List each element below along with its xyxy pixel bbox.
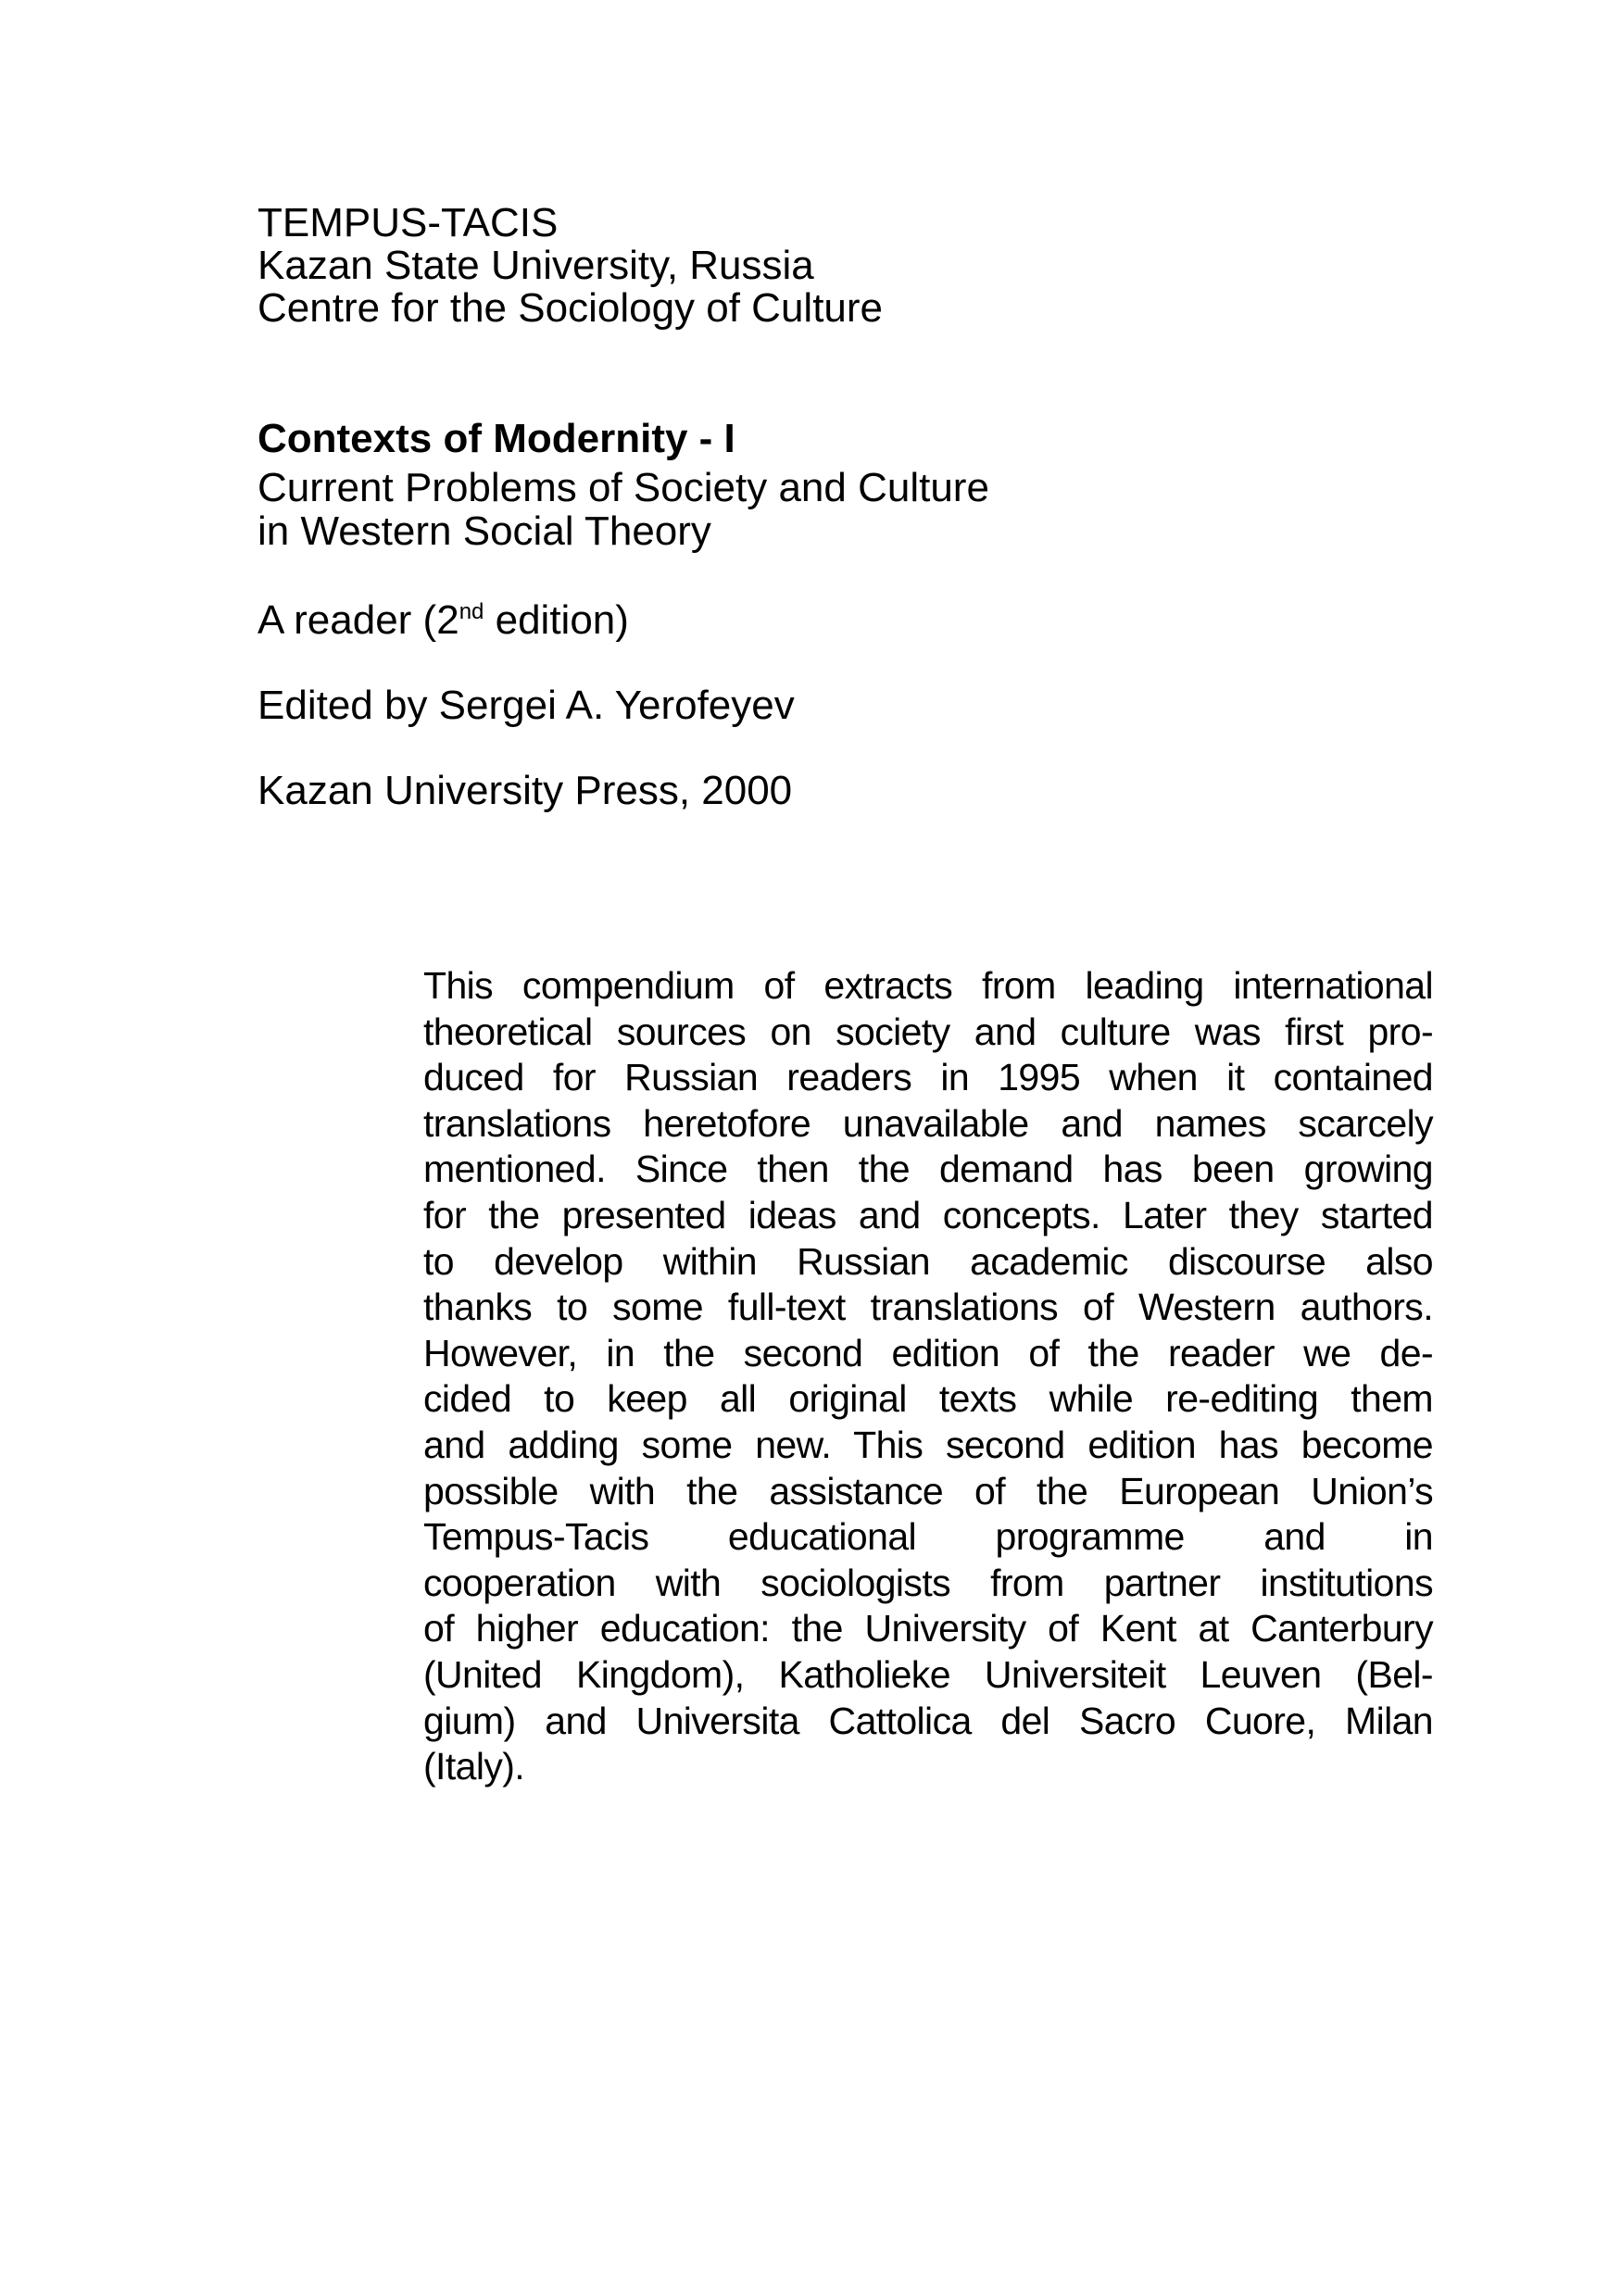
edition-superscript: nd <box>459 599 484 624</box>
abstract-line: Tempus-Tacis educational programme and in <box>423 1515 1433 1559</box>
institution-header <box>258 202 883 330</box>
abstract-line: for the presented ideas and concepts. Later they started <box>423 1193 1433 1236</box>
edition-prefix: A reader (2 <box>258 597 459 643</box>
abstract-line: gium) and Universita Cattolica del Sacro Cuore, Milan <box>423 1699 1433 1742</box>
abstract-line: cided to keep all original texts while re-editing them <box>423 1377 1433 1421</box>
book-subtitle-line: in Western Social Theory <box>258 508 711 554</box>
abstract-line: thanks to some full-text translations of Western authors. <box>423 1286 1433 1329</box>
abstract-line: mentioned. Since then the demand has been growing <box>423 1148 1433 1191</box>
abstract-line: possible with the assistance of the European Union’s <box>423 1469 1433 1512</box>
edition-line <box>258 598 629 643</box>
abstract-line: duced for Russian readers in 1995 when it contained <box>423 1056 1433 1099</box>
abstract-line: theoretical sources on society and culture was first pro- <box>423 1010 1433 1053</box>
book-subtitle-line: Current Problems of Society and Culture <box>258 465 989 510</box>
editor-line: Edited by Sergei A. Yerofeyev <box>258 683 795 728</box>
abstract-line: translations heretofore unavailable and names scarcely <box>423 1101 1433 1145</box>
abstract-line: of higher education: the University of Kent at Canterbury <box>423 1607 1433 1650</box>
program-name: TEMPUS-TACIS <box>258 200 559 245</box>
abstract-line: (Italy). <box>423 1745 525 1788</box>
abstract-line: cooperation with sociologists from partner institutions <box>423 1561 1433 1604</box>
abstract-paragraph <box>423 963 1433 1790</box>
publisher-line: Kazan University Press, 2000 <box>258 768 793 813</box>
abstract-line: and adding some new. This second edition has become <box>423 1423 1433 1466</box>
edition-suffix: edition) <box>484 597 629 643</box>
book-title-block <box>258 417 989 553</box>
abstract-line: However, in the second edition of the reader we de- <box>423 1331 1433 1374</box>
abstract-line: This compendium of extracts from leading international <box>423 964 1433 1007</box>
abstract-line: (United Kingdom), Katholieke Universiteit Leuven (Bel- <box>423 1652 1433 1696</box>
university-name: Kazan State University, Russia <box>258 243 814 288</box>
book-title: Contexts of Modernity - I <box>258 416 735 461</box>
abstract-line: to develop within Russian academic discourse also <box>423 1239 1433 1283</box>
centre-name: Centre for the Sociology of Culture <box>258 285 884 331</box>
